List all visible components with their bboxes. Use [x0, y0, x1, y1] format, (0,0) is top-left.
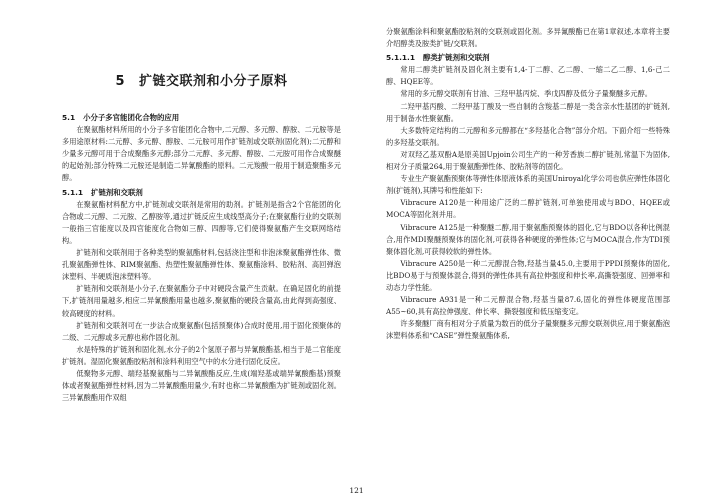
paragraph: 低聚物多元醇、端羟基聚氨酯与二异氰酸酯反应,生成(端羟基或端异氰酸酯基)预聚体或者聚氨酯弹性材料,因为二异氰酸酯用量少,有时也称二异氰酸酯为扩链剂或固化剂。三异氰酸酯用作双组 — [62, 368, 341, 403]
chapter-number: 5 — [115, 74, 126, 89]
chapter-title: 扩链交联剂和小分子原料 — [139, 74, 288, 89]
right-column — [386, 26, 670, 342]
section-number: 5.1 — [62, 113, 76, 122]
paragraph: 常用二醇类扩链剂及固化剂主要有1,4-丁二醇、乙二醇、一缩二乙二醇、1,6-己二醇、HQEE等。 — [386, 65, 670, 87]
chapter-heading — [62, 74, 341, 90]
section-title: 醇类扩链剂和交联剂 — [423, 53, 490, 63]
section-5-1-1-1-heading — [386, 52, 670, 64]
paragraph: 扩链剂和交联剂是小分子,在聚氨酯分子中对硬段含量产生贡献。在确足固化的前提下,扩链剂用量越多,相应二异氰酸酯用量也越多,聚氨酯的硬段含量高,由此得到高强度、较高硬度的材料。 — [62, 284, 341, 318]
left-column — [62, 40, 341, 404]
paragraph: 二羟甲基丙酸、二羟甲基丁酸及一些自制的含羧基二醇是一类含亲水性基团的扩链剂,用于制备水性聚氨酯。 — [386, 101, 670, 123]
paragraph: Vibracure A931是一种二元醇混合物,羟基当量87.6,固化的弹性体硬度范围部A55~60,具有高拉伸强度、伸长率、撕裂强度和低压缩变定。 — [386, 295, 670, 317]
paragraph: 水是特殊的扩链剂和固化剂,水分子的2个氢原子都与异氰酸酯基,相当于是二官能度扩链剂。湿固化聚氨酯胶粘剂和涂料利用空气中的水分进行固化反应。 — [62, 344, 341, 366]
section-5-1-1-heading — [62, 187, 341, 199]
paragraph: Vibracure A125是一种聚醚二醇,用于聚氨酯预聚体的固化,它与BDO以各种比例混合,用作MDI聚醚预聚体的固化剂,可获得各种硬度的弹性体;它与MOCA混合,作为TDI预聚体固化剂,可获得较软的弹性体。 — [386, 222, 670, 256]
section-number: 5.1.1 — [62, 187, 84, 197]
paragraph: 对双羟乙基双酚A是原美国Upjoin公司生产的一种芳香族二醇扩链剂,常温下为固体,相对分子质量264,用于聚氨酯弹性体、胶粘剂等的固化。 — [386, 149, 670, 172]
section-title: 扩链剂和交联剂 — [91, 187, 143, 197]
paragraph: 许多聚醚厂商有相对分子质量为数百的低分子量聚醚多元醇交联剂供应,用于聚氨酯泡沫塑料体系和“CASE”弹性聚氨酯体系, — [386, 319, 670, 341]
section-5-1-heading — [62, 112, 341, 124]
paragraph: 扩链剂和交联剂可在一步法合成聚氨酯(包括预聚体)合成时使用,用于固化预聚体的二级、二元醇或多元醇也称作固化剂。 — [62, 320, 341, 342]
paragraph: 专业生产聚氨酯预聚体等弹性体原液体系的美国Uniroyal化学公司也供应弹性体固化剂(扩链剂),其牌号和性能如下: — [386, 174, 670, 196]
page-number: 121 — [349, 486, 364, 495]
paragraph: 在聚氨酯材料配方中,扩链剂或交联剂是常用的助剂。扩链剂是指含2个官能团的化合物或二元醇、二元胺、乙醇胺等,通过扩链反应生成线型高分子;在聚氨酯行业的交联剂一般指三官能度以及四官能度化合物如三醇、四醇等,它们使得聚氨酯产生交联网络结构。 — [62, 199, 341, 245]
paragraph: 常用的多元醇交联剂有甘油、三羟甲基丙烷、季戊四醇及低分子量聚醚多元醇。 — [400, 89, 652, 99]
paragraph: 大多数特定结构的二元醇和多元醇都在“多羟基化合物”部分介绍。下面介绍一些特殊的多羟基交联剂。 — [386, 125, 670, 147]
paragraph: 扩链剂和交联剂用于各种类型的聚氨酯材料,包括浇注型和非泡沫聚氨酯弹性体、微孔聚氨酯弹性体、RIM聚氨酯、热塑性聚氨酯弹性体、聚氨酯涂料、胶粘剂、高回弹泡沫塑料、半硬质泡沫塑料等。 — [62, 248, 341, 282]
section-number: 5.1.1.1 — [386, 53, 415, 63]
paragraph: Vibracure A120是一种用途广泛的二醇扩链剂,可单独使用或与BDO、HQEE或MOCA等固化剂并用。 — [386, 198, 670, 220]
paragraph: 在聚氨酯材料所用的小分子多官能团化合物中,二元醇、多元醇、醇胺、二元胺等是多用途原材料:二元醇、多元醇、醇胺、二元胺可用作扩链剂或交联剂(固化剂);二元醇和少量多元醇可用于合成聚酯多元醇;部分二元醇、多元醇、醇胺、二元胺可用作合成聚醚的起始剂;部分特殊二元胺还是制造二异氰酸酯的原料。二元羧酸一般用于制造聚酯多元醇。 — [62, 125, 341, 183]
paragraph: 分聚氨酯涂料和聚氨酯胶粘剂的交联剂或固化剂。多异氰酸酯已在第1章叙述,本章将主要介绍醇类及胺类扩链/交联剂。 — [386, 27, 670, 49]
section-title: 小分子多官能团化合物的应用 — [83, 113, 180, 122]
paragraph: Vibracure A250是一种二元醇混合物,羟基当量45.0,主要用于PPDI预聚体的固化,比BDO易于与预聚体混合,得到的弹性体具有高拉伸强度和伸长率,高撕裂强度、回弹率和动态力学性能。 — [386, 258, 670, 292]
